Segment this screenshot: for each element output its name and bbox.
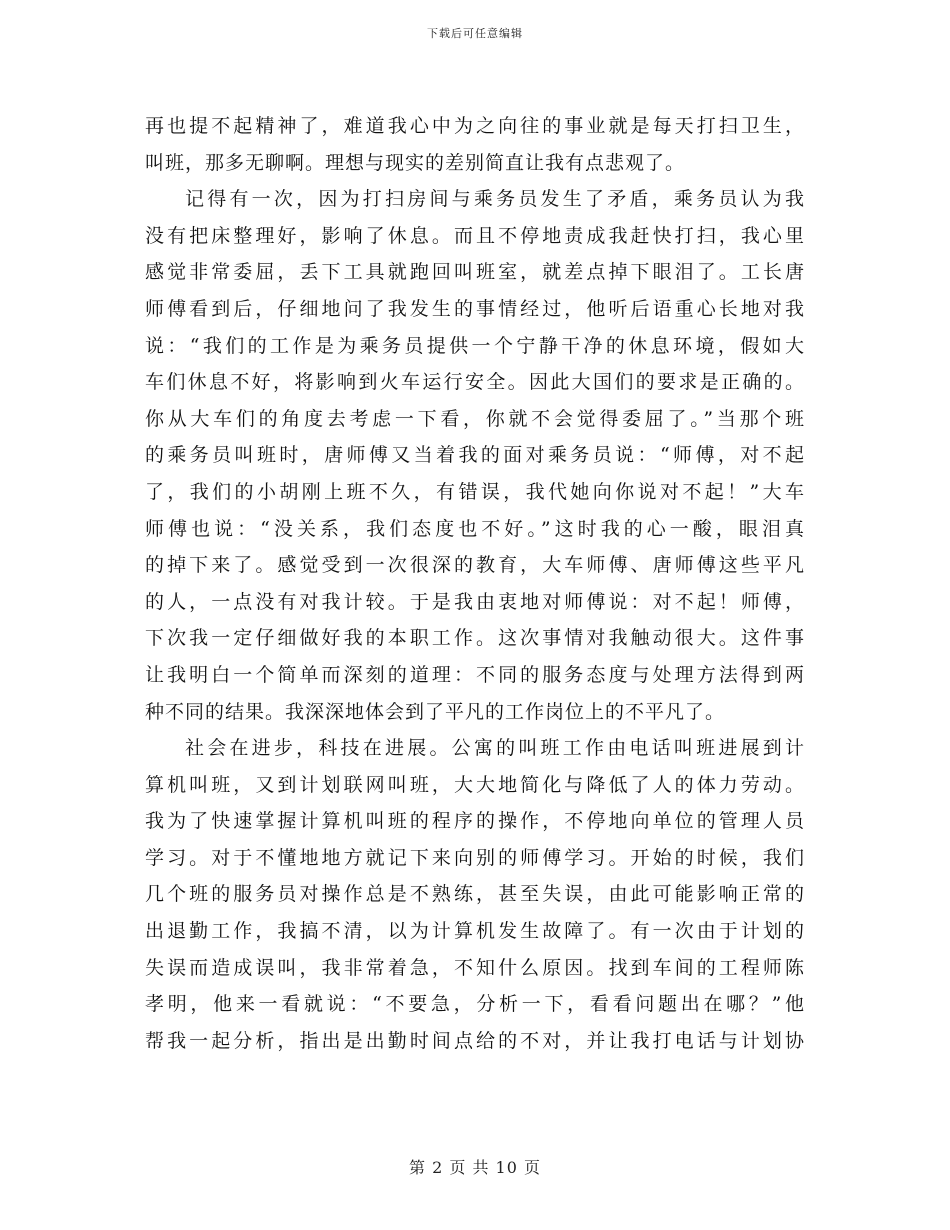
text-line: 算机叫班，又到计划联网叫班，大大地简化与降低了人的体力劳动。 — [145, 773, 805, 796]
page-header: 下载后可任意编辑 — [427, 27, 523, 40]
text-line: 出退勤工作，我搞不清，以为计算机发生故障了。有一次由于计划的 — [145, 920, 805, 943]
text-line: 了，我们的小胡刚上班不久，有错误，我代她向你说对不起！”大车 — [145, 480, 805, 503]
text-line: 师傅也说：“没关系，我们态度也不好。”这时我的心一酸，眼泪真 — [145, 517, 805, 540]
text-line: 学习。对于不懂地地方就记下来向别的师傅学习。开始的时候，我们 — [145, 846, 805, 869]
page-number: 第 2 页 共 10 页 — [409, 1158, 541, 1177]
text-line: 下次我一定仔细做好我的本职工作。这次事情对我触动很大。这件事 — [145, 627, 805, 650]
document-body — [145, 108, 805, 1059]
text-line: 我为了快速掌握计算机叫班的程序的操作，不停地向单位的管理人员 — [145, 810, 805, 833]
text-line: 帮我一起分析，指出是出勤时间点给的不对，并让我打电话与计划协 — [145, 1029, 805, 1052]
text-line: 再也提不起精神了，难道我心中为之向往的事业就是每天打扫卫生， — [145, 115, 805, 137]
text-line: 几个班的服务员对操作总是不熟练，甚至失误，由此可能影响正常的 — [145, 883, 805, 906]
text-line: 失误而造成误叫，我非常着急，不知什么原因。找到车间的工程师陈 — [145, 956, 805, 979]
text-line: 师傅看到后，仔细地问了我发生的事情经过，他听后语重心长地对我 — [145, 297, 805, 320]
text-line: 叫班，那多无聊啊。理想与现实的差别简直让我有点悲观了。 — [145, 151, 686, 174]
text-line: 说：“我们的工作是为乘务员提供一个宁静干净的休息环境，假如大 — [145, 334, 805, 357]
text-line: 车们休息不好，将影响到火车运行安全。因此大国们的要求是正确的。 — [145, 371, 805, 394]
text-line: 感觉非常委屈，丢下工具就跑回叫班室，就差点掉下眼泪了。工长唐 — [145, 261, 805, 284]
text-line: 没有把床整理好，影响了休息。而且不停地责成我赶快打扫，我心里 — [145, 224, 805, 247]
text-line: 记得有一次，因为打扫房间与乘务员发生了矛盾，乘务员认为我 — [185, 188, 805, 211]
text-line: 种不同的结果。我深深地体会到了平凡的工作岗位上的不平凡了。 — [145, 700, 726, 723]
text-line: 孝明，他来一看就说：“不要急，分析一下，看看问题出在哪？”他 — [145, 993, 805, 1016]
text-line: 你从大车们的角度去考虑一下看，你就不会觉得委屈了。”当那个班 — [145, 407, 805, 430]
text-line: 社会在进步，科技在进展。公寓的叫班工作由电话叫班进展到计 — [185, 737, 805, 760]
text-line: 让我明白一个简单而深刻的道理：不同的服务态度与处理方法得到两 — [145, 663, 805, 686]
text-line: 的掉下来了。感觉受到一次很深的教育，大车师傅、唐师傅这些平凡 — [145, 554, 805, 577]
text-line: 的人，一点没有对我计较。于是我由衷地对师傅说：对不起！师傅， — [145, 590, 805, 613]
text-line: 的乘务员叫班时，唐师傅又当着我的面对乘务员说：“师傅，对不起 — [145, 444, 805, 467]
